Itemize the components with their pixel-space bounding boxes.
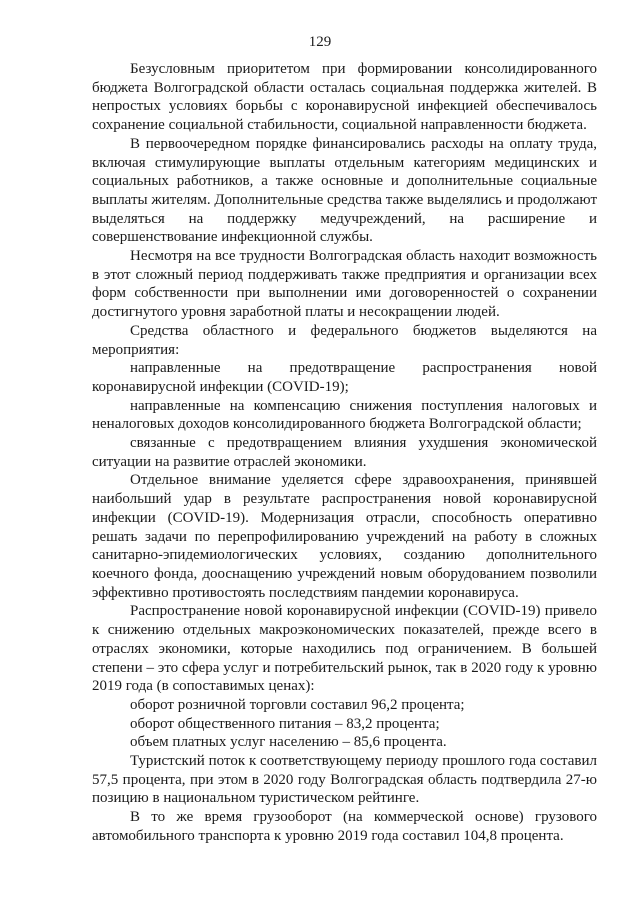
measure-item-revenue-compensation: направленные на компенсацию снижения поступления налоговых и неналоговых доходов консолидированного бюджета Волгоградской области; xyxy=(92,397,597,433)
measure-item-covid-prevention: направленные на предотвращение распространения новой коронавирусной инфекции (COVID-19); xyxy=(92,360,597,395)
indicator-item-catering: оборот общественного питания – 83,2 процента; xyxy=(130,715,440,732)
paragraph-budget-measures-intro: Средства областного и федерального бюджетов выделяются на мероприятия: xyxy=(92,322,597,358)
page-number: 129 xyxy=(308,34,332,50)
paragraph-tourism: Туристский поток к соответствующему периоду прошлого года составил 57,5 процента, при этом в 2020 году Волгоградская область подтвердила 27-ю позицию в национальном туристическом рейтинге. xyxy=(92,753,597,807)
paragraph-priority-funding: В первоочередном порядке финансировались расходы на оплату труда, включая стимулирующие выплаты отдельным категориям медицинских и социальных работников, а также основные и дополнительные социальные выплаты жителям. Дополнительные средства также выделялись и продолжают выделяться на поддержку медучреждений, на расширение и совершенствование инфекционной службы. xyxy=(92,135,597,246)
indicator-item-retail: оборот розничной торговли составил 96,2 процента; xyxy=(130,696,465,713)
paragraph-macro-indicators: Распространение новой коронавирусной инфекции (COVID-19) привело к снижению отдельных макроэкономических показателей, прежде всего в отраслях экономики, которые находились под ограничением. В большей степени – это сфера услуг и потребительский рынок, так в 2020 году к уровню 2019 года (в сопоставимых ценах): xyxy=(92,603,597,695)
indicator-item-paid-services: объем платных услуг населению – 85,6 процента. xyxy=(130,734,447,751)
paragraph-freight: В то же время грузооборот (на коммерческой основе) грузового автомобильного транспорта к уровню 2019 года составил 104,8 процента. xyxy=(92,809,597,844)
measure-item-economic-situation: связанные с предотвращением влияния ухудшения экономической ситуации на развитие отраслей экономики. xyxy=(92,435,597,470)
paragraph-healthcare: Отдельное внимание уделяется сфере здравоохранения, принявшей наибольший удар в результате распространения новой коронавирусной инфекции (COVID-19). Модернизация отрасли, способность оперативно решать задачи по перепрофилированию учреждений на работу в сложных санитарно-эпидемиологических условиях, созданию дополнительного коечного фонда, дооснащению учреждений новым оборудованием позволили эффективно противостоять последствиям пандемии коронавируса. xyxy=(92,472,597,601)
paragraph-enterprise-support: Несмотря на все трудности Волгоградская область находит возможность в этот сложный период поддерживать также предприятия и организации всех форм собственности при выполнении ими договоренностей о сохранении достигнутого уровня заработной платы и несокращении людей. xyxy=(92,248,597,321)
paragraph-social-priority: Безусловным приоритетом при формировании консолидированного бюджета Волгоградской области осталась социальная поддержка жителей. В непростых условиях борьбы с коронавирусной инфекцией обеспечивалось сохранение социальной стабильности, социальной направленности бюджета. xyxy=(92,61,597,134)
document-body xyxy=(92,60,597,846)
